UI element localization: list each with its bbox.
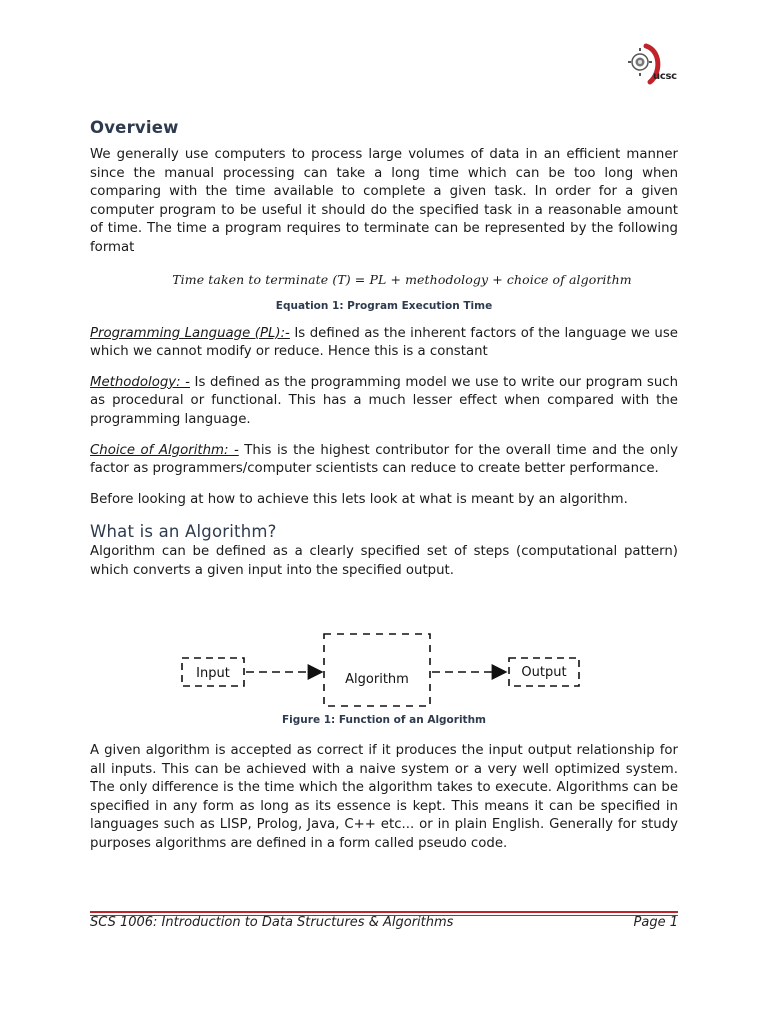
methodology-term: Methodology: - <box>90 374 190 390</box>
ucsc-logo <box>624 42 680 90</box>
pl-term: Programming Language (PL):- <box>90 325 290 341</box>
overview-heading: Overview <box>90 118 179 137</box>
algorithm-description: A given algorithm is accepted as correct if it produces the input output relationship for all inputs. This can be achieved with a naive system or a very well optimized system. The only difference is the time which the algorithm takes to execute. Algorithms can be specified in any form as long as its essence is kept. This means it can be specified in languages such as LISP, Prolog, Java, C++ etc... or in plain English. Generally for study purposes algorithms are defined in a form called pseudo code. <box>90 743 678 851</box>
pl-paragraph <box>90 325 678 362</box>
input-label: Input <box>196 666 230 681</box>
overview-intro: We generally use computers to process large volumes of data in an efficient manner since the manual processing can take a long time which can be too long when comparing with the time available to complete a given task. In order for a given computer program to be useful it should do the specified task in a reasonable amount of time. The time a program requires to terminate can be represented by the following format <box>90 147 678 255</box>
algorithm-box <box>324 634 430 706</box>
figure-caption: Figure 1: Function of an Algorithm <box>282 714 486 726</box>
transition-paragraph: Before looking at how to achieve this lets look at what is meant by an algorithm. <box>90 491 628 507</box>
choice-text: This is the highest contributor for the overall time and the only factor as programmers/computer scientists can reduce to create better performance. <box>90 442 678 477</box>
pl-text: Is defined as the inherent factors of the language we use which we cannot modify or reduce. Hence this is a constant <box>90 325 678 360</box>
output-label: Output <box>521 665 567 680</box>
algorithm-label: Algorithm <box>345 672 409 687</box>
equation-caption: Equation 1: Program Execution Time <box>275 299 493 312</box>
choice-term: Choice of Algorithm: - <box>90 442 239 458</box>
page-footer <box>90 915 678 930</box>
algorithm-diagram <box>170 624 590 714</box>
execution-time-equation: Time taken to terminate (T) = PL + methodology + choice of algorithm <box>172 271 632 287</box>
logo-text: ucsc <box>653 71 677 82</box>
footer-page-number: Page 1 <box>633 915 678 930</box>
choice-paragraph <box>90 442 678 479</box>
main-content <box>90 118 678 581</box>
algorithm-heading: What is an Algorithm? <box>90 522 277 542</box>
algorithm-definition: Algorithm can be defined as a clearly specified set of steps (computational pattern) which converts a given input into the specified output. <box>90 544 678 578</box>
methodology-paragraph <box>90 374 678 430</box>
methodology-text: Is defined as the programming model we use to write our program such as procedural or functional. This has a much lesser effect when compared with the programming language. <box>90 374 678 427</box>
footer-course: SCS 1006: Introduction to Data Structures & Algorithms <box>90 915 454 930</box>
main-content-lower <box>90 714 678 854</box>
